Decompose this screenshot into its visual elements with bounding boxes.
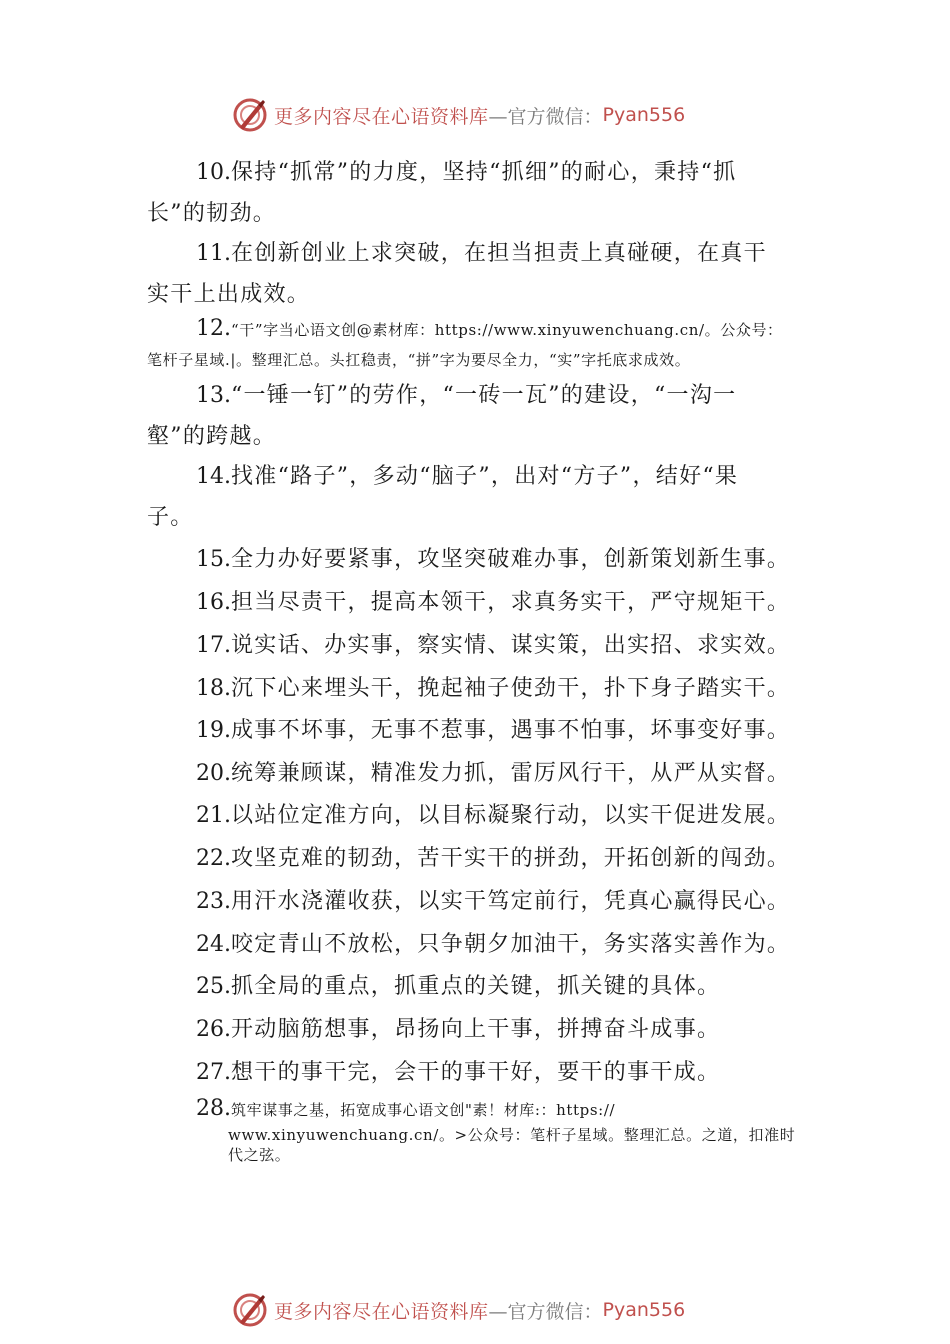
list-item-line [196, 1055, 720, 1086]
pen-logo-icon [232, 97, 268, 133]
item-text: 想干的事干完，会干的事干好，要干的事干成。 [231, 1060, 721, 1085]
item-text: 说实话、办实事，察实情、谋实策，出实招、求实效。 [231, 633, 791, 658]
banner-main-text: 更多内容尽在心语资料库 [274, 1300, 489, 1323]
item-number: 21. [196, 803, 231, 828]
list-item-line [147, 196, 276, 227]
item-text: 全力办好要紧事，攻坚突破难办事，创新策划新生事。 [231, 547, 791, 572]
list-item-line [196, 798, 790, 829]
item-number: 27. [196, 1060, 231, 1085]
item-text: 沉下心来埋头干，挽起袖子使劲干，扑下身子踏实干。 [231, 676, 791, 701]
list-item-line [196, 585, 790, 616]
item-text: 壑”的跨越。 [147, 424, 277, 449]
item-number: 22. [196, 846, 231, 871]
item-text: 长”的韧劲。 [147, 201, 277, 226]
item-number: 16. [196, 590, 231, 615]
item-number: 12. [196, 316, 231, 341]
pen-logo-icon [232, 1292, 268, 1328]
item-number: 14. [196, 464, 231, 489]
item-number: 19. [196, 718, 231, 743]
item-number: 25. [196, 974, 231, 999]
list-item-line [228, 1124, 795, 1145]
banner-sub-text: —官方微信： [488, 1300, 603, 1323]
header-banner [232, 95, 752, 135]
list-item-line [196, 1012, 720, 1043]
item-number: 11. [196, 241, 231, 266]
list-item-line [196, 884, 790, 915]
item-number: 15. [196, 547, 231, 572]
list-item-line [228, 1144, 290, 1165]
item-text: “干”字当心语文创@素材库：https://www.xinyuwenchuang.cn/。公众号： [231, 321, 783, 339]
item-text: “一锤一钉”的劳作，“一砖一瓦”的建设，“一沟一 [231, 383, 737, 408]
banner-main-text: 更多内容尽在心语资料库 [274, 105, 489, 128]
banner-wechat-id: Pyan556 [602, 104, 686, 126]
list-item-line [196, 236, 767, 267]
item-number: 24. [196, 932, 231, 957]
item-number: 13. [196, 383, 231, 408]
list-item-line [196, 841, 790, 872]
item-text: 找准“路子”，多动“脑子”，出对“方子”，结好“果 [231, 464, 739, 489]
item-number: 28. [196, 1096, 231, 1121]
item-text: 在创新创业上求突破，在担当担责上真碰硬，在真干 [231, 241, 767, 266]
item-number: 23. [196, 889, 231, 914]
item-text: 统筹兼顾谋，精准发力抓，雷厉风行干，从严从实督。 [231, 761, 791, 786]
item-number: 17. [196, 633, 231, 658]
list-item-line [196, 1096, 615, 1121]
item-text: 实干上出成效。 [147, 282, 311, 307]
banner-sub-text: —官方微信： [488, 105, 603, 128]
list-item-line [147, 277, 310, 308]
item-text: 筑牢谋事之基，拓宽成事心语文创"素！材库:：https:// [231, 1101, 616, 1119]
list-item-line [196, 542, 790, 573]
item-text: 子。 [147, 505, 194, 530]
item-number: 10. [196, 160, 231, 185]
item-number: 26. [196, 1017, 231, 1042]
item-text: 代之弦。 [228, 1146, 291, 1164]
list-item-line [196, 155, 736, 186]
list-item-line [196, 316, 783, 341]
item-text: 咬定青山不放松，只争朝夕加油干，务实落实善作为。 [231, 932, 791, 957]
list-item-line [196, 927, 790, 958]
item-text: 抓全局的重点，抓重点的关键，抓关键的具体。 [231, 974, 721, 999]
list-item-line [196, 628, 790, 659]
banner-wechat-id: Pyan556 [602, 1299, 686, 1321]
footer-banner [232, 1290, 752, 1330]
item-text: 攻坚克难的韧劲，苦干实干的拼劲，开拓创新的闯劲。 [231, 846, 791, 871]
list-item-line [196, 756, 790, 787]
list-item-line [196, 459, 738, 490]
item-text: www.xinyuwenchuang.cn/。>公众号：笔杆子星域。整理汇总。之道，扣准时 [228, 1126, 796, 1144]
item-number: 20. [196, 761, 231, 786]
list-item-line [147, 419, 276, 450]
item-number: 18. [196, 676, 231, 701]
list-item-line [196, 378, 736, 409]
list-item-line [147, 500, 194, 531]
list-item-line [196, 969, 720, 1000]
list-item-line [196, 713, 790, 744]
list-item-line [147, 349, 690, 370]
item-text: 以站位定准方向，以目标凝聚行动，以实干促进发展。 [231, 803, 791, 828]
item-text: 笔杆子星域.|。整理汇总。头扛稳责，“拼”字为要尽全力，“实”字托底求成效。 [147, 351, 691, 369]
item-text: 用汗水浇灌收获，以实干笃定前行，凭真心赢得民心。 [231, 889, 791, 914]
item-text: 成事不坏事，无事不惹事，遇事不怕事，坏事变好事。 [231, 718, 791, 743]
item-text: 开动脑筋想事，昂扬向上干事，拼搏奋斗成事。 [231, 1017, 721, 1042]
item-text: 担当尽责干，提高本领干，求真务实干，严守规矩干。 [231, 590, 791, 615]
list-item-line [196, 671, 790, 702]
item-text: 保持“抓常”的力度，坚持“抓细”的耐心，秉持“抓 [231, 160, 737, 185]
